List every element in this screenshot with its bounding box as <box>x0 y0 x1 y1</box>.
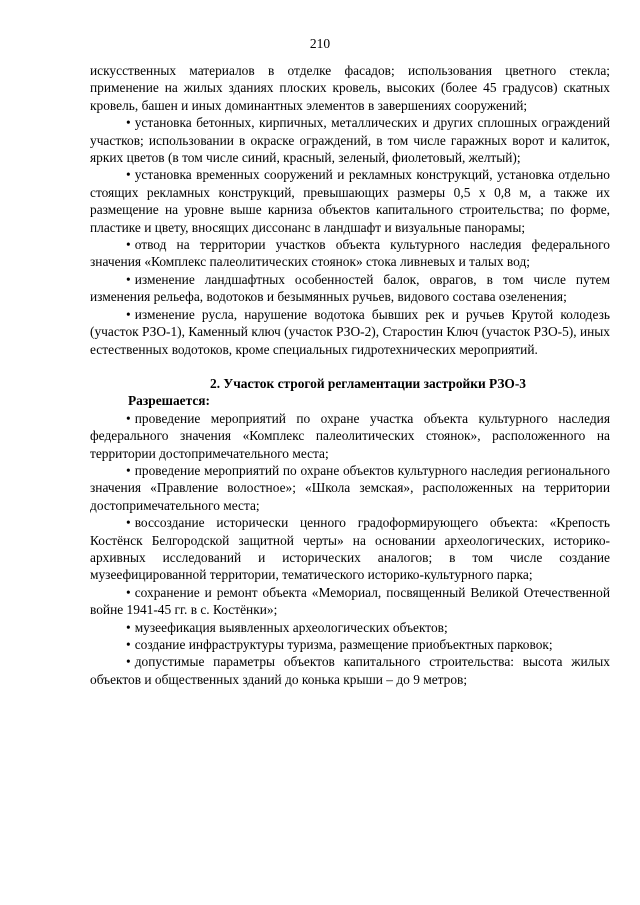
bullet-icon: • <box>126 515 131 531</box>
list-item-text: создание инфраструктуры туризма, размещение приобъектных парковок; <box>134 637 553 652</box>
list-item-text: проведение мероприятий по охране участка объекта культурного наследия федерального значения «Комплекс палеолитических стоянок», расположенного на территории достопримечательного места; <box>90 410 610 461</box>
list-item <box>90 166 610 236</box>
bullet-icon: • <box>126 410 131 426</box>
bullet-icon: • <box>126 115 131 131</box>
continuation-paragraph: искусственных материалов в отделке фасадов; использования цветного стекла; применение на жилых зданиях плоских кровель, высоких (более 45 градусов) скатных кровель, башен и иных доминантных элементов в завершениях сооружений; <box>90 63 610 113</box>
list-item-text: сохранение и ремонт объекта «Мемориал, посвященный Великой Отечественной войне 1941-45 гг. в с. Костёнки»; <box>90 584 610 618</box>
list-item-text: установка временных сооружений и рекламных конструкций, установка отдельно стоящих рекламных конструкций, превышающих размеры 0,5 х 0,8 м, а также их размещение на уровне выше карниза объектов капитального строительства; по форме, пластике и цвету, вносящих диссонанс в ландшафт и визуальные панорамы; <box>90 167 610 235</box>
bullet-icon: • <box>126 654 131 670</box>
list-item-text: изменение русла, нарушение водотока бывших рек и ручьев Крутой колодезь (участок РЗО-1), Каменный ключ (участок РЗО-2), Старостин Ключ (участок РЗО-5), иных естественных водотоков, кроме специальных гидротехнических мероприятий. <box>90 306 610 357</box>
list-item-text: проведение мероприятий по охране объектов культурного наследия регионального значения «Правление волостное»; «Школа земская», расположенных на территории достопримечательного места; <box>90 462 610 513</box>
section-gap <box>90 358 610 375</box>
bullet-icon: • <box>126 584 131 600</box>
list-item <box>90 306 610 358</box>
bullet-icon: • <box>126 271 131 287</box>
list-item <box>90 514 610 584</box>
bullet-icon: • <box>126 167 131 183</box>
list-item-text: допустимые параметры объектов капитального строительства: высота жилых объектов и общественных зданий до конька крыши – до 9 метров; <box>90 654 610 687</box>
list-item <box>90 410 610 462</box>
list-item-text: музеефикация выявленных археологических объектов; <box>134 619 448 635</box>
list-item-text: изменение ландшафтных особенностей балок, оврагов, в том числе путем изменения рельефа, водотоков и безымянных ручьев, видового состава озеленения; <box>90 271 610 305</box>
list-item <box>90 114 610 166</box>
list-item <box>90 462 610 514</box>
bullet-icon: • <box>126 619 131 635</box>
section2-list <box>90 410 610 689</box>
list-item-text: установка бетонных, кирпичных, металлических и других сплошных ограждений участков; использовании в окраске ограждений, в том числе гаражных ворот и калиток, ярких цветов (в том числе синий, красный, зеленый, фиолетовый, желтый); <box>90 115 610 166</box>
bullet-icon: • <box>126 237 131 253</box>
section1-list <box>90 114 610 358</box>
list-item <box>90 636 610 653</box>
list-item <box>90 271 610 306</box>
list-item <box>90 584 610 619</box>
list-item-text: отвод на территории участков объекта культурного наследия федерального значения «Комплекс палеолитических стоянок» стока ливневых и талых вод; <box>90 237 610 270</box>
document-body <box>90 62 610 688</box>
list-item <box>90 236 610 271</box>
bullet-icon: • <box>126 462 131 478</box>
section2-subheading: Разрешается: <box>128 393 210 409</box>
section2-heading: 2. Участок строгой регламентации застройки РЗО-3 <box>210 375 526 391</box>
page-number: 210 <box>309 36 331 51</box>
list-item-text: воссоздание исторически ценного градоформирующего объекта: «Крепость Костёнск Белгородской защитной черты» на основании археологических, историко-архивных исследований и исторических аналогов; в том числе создание музеефицированной территории, тематического историко-культурного парка; <box>90 515 610 583</box>
list-item <box>90 619 610 636</box>
list-item <box>90 653 610 688</box>
bullet-icon: • <box>126 306 131 322</box>
bullet-icon: • <box>126 637 131 652</box>
